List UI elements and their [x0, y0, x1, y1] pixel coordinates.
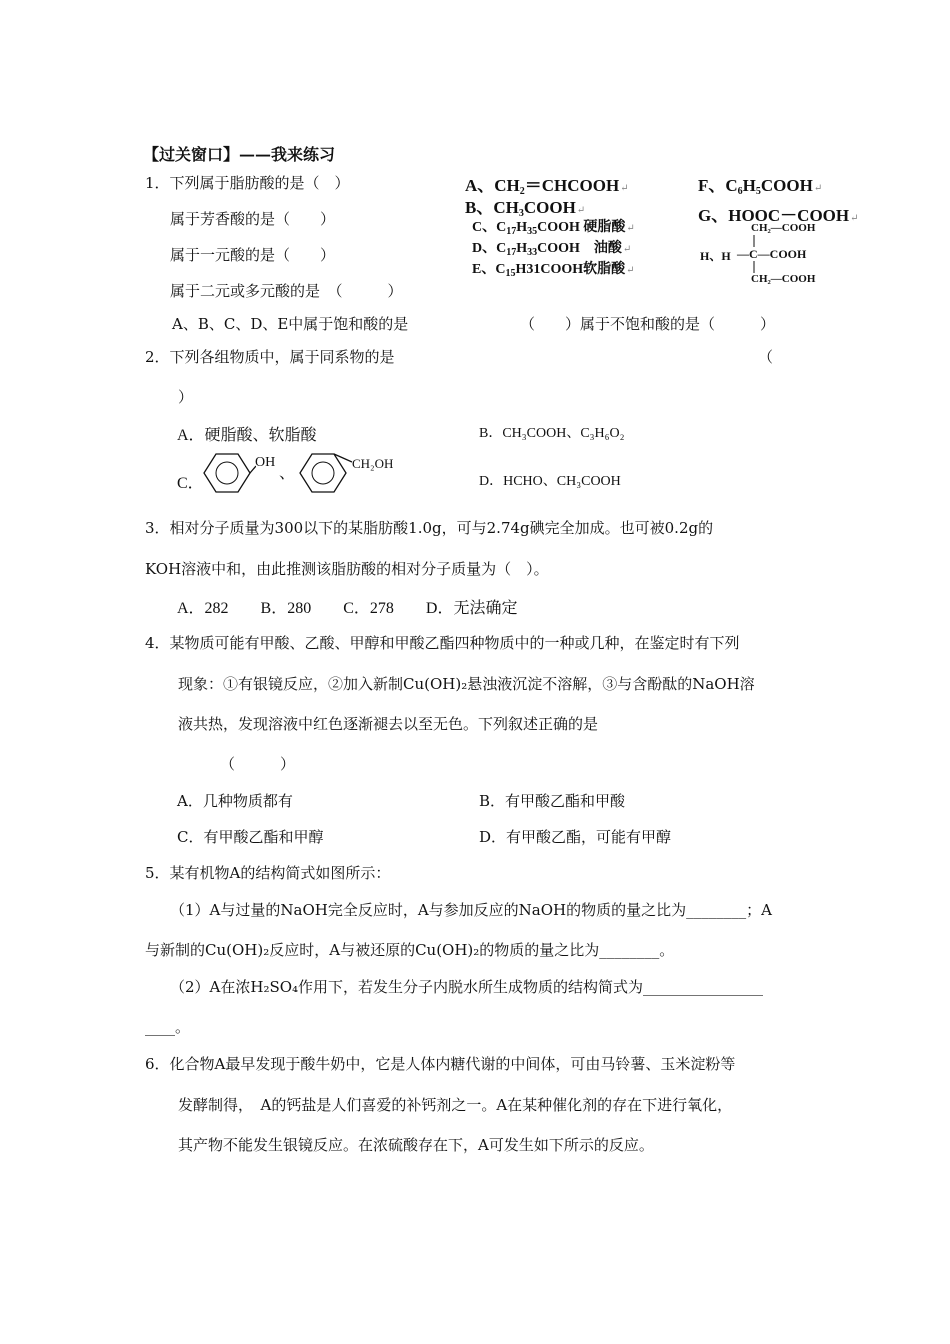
q1-poly: 属于二元或多元酸的是 （ ）	[170, 282, 403, 300]
q4-option-b: B．有甲酸乙酯和甲酸	[479, 792, 626, 810]
option-g: G、HOOC－COOH↵	[698, 206, 859, 225]
q4-line1: 4．某物质可能有甲酸、乙酸、甲醇和甲酸乙酯四种物质中的一种或几种，在鉴定时有下列	[145, 634, 740, 652]
q5-part1: （1）A与过量的NaOH完全反应时，A与参加反应的NaOH的物质的量之比为________；A	[170, 901, 772, 919]
phenol-ring-icon	[200, 452, 256, 494]
section-header: 【过关窗口】——我来练习	[143, 145, 336, 164]
q1-stem: 1．下列属于脂肪酸的是（ ）	[145, 174, 350, 192]
q2-option-c-oh: OH	[255, 455, 276, 470]
q4-line3: 液共热，发现溶液中红色逐渐褪去以至无色。下列叙述正确的是	[178, 715, 599, 733]
option-a: A、$CH_2=CHCOOH↵$	[465, 176, 629, 197]
option-f: F、$C_6H_5COOH↵$	[698, 176, 823, 197]
q1-aromatic: 属于芳香酸的是（ ）	[170, 210, 336, 228]
q3-options: A．282 B．280 C．278 D．无法确定	[177, 600, 518, 617]
q2-stem: 2．下列各组物质中，属于同系物的是	[145, 348, 395, 366]
q5-stem: 5．某有机物A的结构简式如图所示：	[145, 864, 391, 882]
q4-option-c: C．有甲酸乙酯和甲醇	[177, 828, 324, 846]
q2-option-c-label: C．	[177, 475, 204, 492]
q4-line2: 现象：①有银镜反应，②加入新制Cu(OH)₂悬浊液沉淀不溶解，③与含酚酞的NaOH溶	[178, 675, 755, 693]
q6-line3: 其产物不能发生银镜反应。在浓硫酸存在下，A可发生如下所示的反应。	[178, 1136, 654, 1154]
q1-saturated: A、B、C、D、E中属于饱和酸的是	[172, 315, 409, 333]
benzyl-ring-icon	[296, 452, 354, 494]
q6-line1: 6．化合物A最早发现于酸牛奶中，它是人体内糖代谢的中间体，可由马铃薯、玉米淀粉等	[145, 1055, 736, 1073]
q2-paren-close: ）	[178, 388, 194, 406]
option-d: D、$C_{17}H_{33}COOH$ 油酸↵	[472, 241, 632, 258]
q2-option-a: A．硬脂酸、软脂酸	[177, 427, 317, 444]
q4-paren: （ ）	[220, 755, 296, 773]
q5-part1-cont: 与新制的Cu(OH)₂反应时，A与被还原的Cu(OH)₂的物质的量之比为________。	[145, 941, 675, 959]
q2-option-b: B．CH₃COOH、C₃H₆O₂	[479, 426, 625, 441]
option-c: C、$C_{17}H_{35}COOH$ 硬脂酸↵	[472, 220, 635, 237]
q4-option-a: A．几种物质都有	[177, 792, 293, 810]
q2-option-d: D．HCHO、CH₃COOH	[479, 474, 621, 489]
option-h-top: CH₂—COOH	[751, 222, 816, 234]
option-h-mid: —C—COOH	[737, 247, 807, 261]
q2-paren-open: （	[758, 348, 774, 366]
q4-option-d: D．有甲酸乙酯，可能有甲醇	[479, 828, 672, 846]
q1-mono: 属于一元酸的是（ ）	[170, 246, 336, 264]
option-b: B、$CH_3COOH↵$	[465, 198, 586, 219]
option-h-label: H、H	[700, 249, 731, 263]
q2-option-c-ch2oh: CH₂OH	[352, 456, 394, 471]
q5-part2-cont: ____。	[145, 1018, 191, 1036]
q1-unsaturated: （ ）属于不饱和酸的是（ ）	[520, 315, 776, 333]
q5-part2: （2）A在浓H₂SO₄作用下，若发生分子内脱水所生成物质的结构简式为________________	[170, 978, 764, 996]
q6-line2: 发酵制得， A的钙盐是人们喜爱的补钙剂之一。A在某种催化剂的存在下进行氧化，	[178, 1096, 733, 1114]
q3-line2: KOH溶液中和，由此推测该脂肪酸的相对分子质量为（ ）。	[145, 560, 549, 578]
option-h-bonds	[748, 233, 760, 277]
q3-line1: 3．相对分子质量为300以下的某脂肪酸1.0g，可与2.74g碘完全加成。也可被0.2g的	[145, 519, 714, 537]
option-e: E、$C_{15}H31COOH$软脂酸↵	[472, 262, 635, 279]
q2-option-c-separator: 、	[279, 465, 296, 482]
option-h-bottom: CH₂—COOH	[751, 273, 816, 285]
